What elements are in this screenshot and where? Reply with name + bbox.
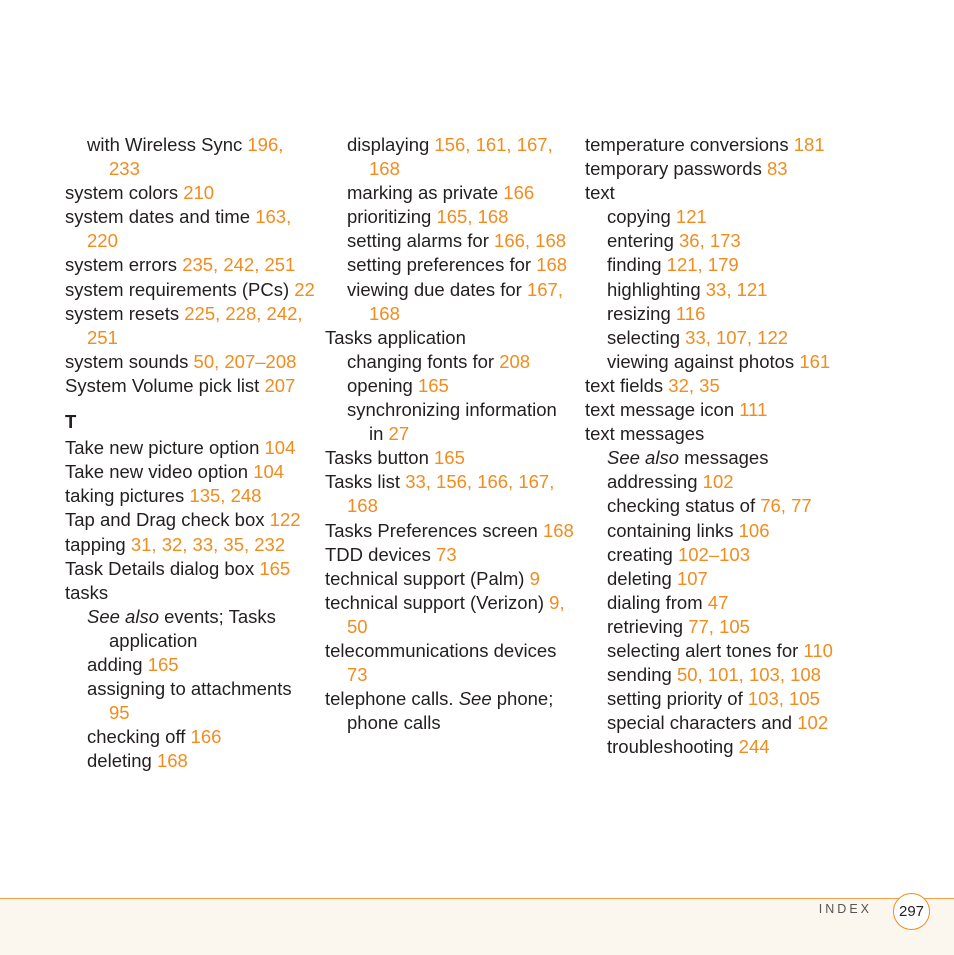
entry-term: telephone calls.	[325, 688, 454, 710]
page-reference-link[interactable]: 33, 156, 166, 167, 168	[347, 471, 555, 517]
entry-term: viewing against photos	[607, 350, 795, 372]
entry-term: events; Tasks application	[109, 605, 276, 651]
index-subentry	[585, 639, 835, 663]
page-reference-link[interactable]: 165	[417, 374, 449, 396]
index-column-1	[65, 133, 315, 773]
entry-term: copying	[607, 206, 671, 228]
entry-term: Tap and Drag check box	[65, 509, 265, 531]
entry-term: deleting	[87, 750, 152, 772]
page-reference-link[interactable]: 122	[269, 509, 301, 531]
page-reference-link[interactable]: 32, 35	[668, 374, 720, 396]
page-number: 297	[893, 893, 930, 930]
page-reference-link[interactable]: 102–103	[677, 543, 750, 565]
page-reference-link[interactable]: 106	[738, 519, 770, 541]
index-subentry	[585, 735, 835, 759]
entry-term: viewing due dates for	[347, 278, 522, 300]
page-reference-link[interactable]: 165, 168	[436, 206, 509, 228]
index-subentry	[325, 229, 575, 253]
index-subentry	[585, 229, 835, 253]
page-reference-link[interactable]: 110	[803, 639, 833, 661]
index-subentry	[325, 398, 575, 446]
entry-term: special characters and	[607, 712, 793, 734]
entry-term: adding	[87, 653, 143, 675]
index-subentry	[585, 519, 835, 543]
page-reference-link[interactable]: 156, 161, 167, 168	[369, 134, 553, 180]
page-reference-link[interactable]: 207	[264, 374, 296, 396]
index-entry	[65, 374, 315, 398]
entry-term: system colors	[65, 182, 179, 204]
entry-term: system dates and time	[65, 206, 251, 228]
index-subentry	[585, 687, 835, 711]
entry-term: temperature conversions	[585, 134, 789, 155]
index-entry	[585, 181, 835, 205]
entry-term: marking as private	[347, 182, 499, 204]
entry-term: changing fonts for	[347, 350, 495, 372]
entry-term: Task Details dialog box	[65, 557, 255, 579]
entry-term: deleting	[607, 567, 672, 589]
page-reference-link[interactable]: 225, 228, 242, 251	[87, 302, 303, 348]
index-entry	[325, 687, 575, 735]
index-entry	[585, 157, 835, 181]
index-entry	[585, 133, 835, 157]
entry-term: with Wireless Sync	[87, 134, 243, 155]
page-reference-link[interactable]: 210	[183, 182, 215, 204]
index-column-3	[585, 133, 835, 759]
entry-term: checking off	[87, 726, 186, 748]
index-subentry	[65, 653, 315, 677]
page-reference-link[interactable]: 83	[766, 158, 788, 180]
entry-term: Tasks button	[325, 447, 429, 469]
index-subentry	[325, 133, 575, 181]
index-subentry	[585, 591, 835, 615]
page-reference-link[interactable]: 73	[347, 664, 368, 686]
entry-term: text fields	[585, 374, 664, 396]
page-reference-link[interactable]: 76, 77	[760, 495, 812, 517]
entry-term: Take new video option	[65, 461, 249, 483]
index-entry	[585, 422, 835, 446]
index-subentry	[585, 470, 835, 494]
index-subentry	[65, 133, 315, 181]
entry-term: setting priority of	[607, 688, 743, 710]
page-reference-link[interactable]: 77, 105	[688, 615, 750, 637]
page-reference-link[interactable]: 9	[529, 567, 540, 589]
index-subentry	[325, 181, 575, 205]
index-subentry	[325, 350, 575, 374]
index-subentry	[585, 350, 835, 374]
entry-term: system requirements (PCs)	[65, 278, 290, 300]
entry-term: selecting alert tones for	[607, 639, 799, 661]
index-subentry	[585, 663, 835, 687]
see-reference-label: See also	[87, 605, 159, 627]
index-subentry	[65, 749, 315, 773]
entry-term: resizing	[607, 302, 671, 324]
entry-term: selecting	[607, 326, 681, 348]
index-subentry	[65, 605, 315, 653]
entry-term: temporary passwords	[585, 158, 762, 180]
entry-term: text messages	[585, 423, 705, 445]
page-reference-link[interactable]: 102	[797, 712, 829, 734]
index-subentry	[585, 253, 835, 277]
page-reference-link[interactable]: 208	[499, 350, 531, 372]
see-target: phone; phone calls	[347, 688, 554, 734]
page-reference-link[interactable]: 244	[738, 736, 770, 758]
entry-term: text message icon	[585, 399, 735, 421]
entry-term: system errors	[65, 254, 178, 276]
page-reference-link[interactable]: 121	[675, 206, 707, 228]
entry-term: troubleshooting	[607, 736, 734, 758]
entry-term: entering	[607, 230, 674, 252]
index-entry	[65, 484, 315, 508]
page-reference-link[interactable]: 33, 107, 122	[685, 326, 789, 348]
page-reference-link[interactable]: 50, 101, 103, 108	[676, 664, 821, 686]
index-subentry	[585, 205, 835, 229]
entry-term: checking status of	[607, 495, 756, 517]
index-subentry	[585, 711, 835, 735]
index-entry	[325, 326, 575, 350]
index-subentry	[585, 302, 835, 326]
page-reference-link[interactable]: 27	[388, 423, 410, 445]
index-entry	[65, 302, 315, 350]
index-entry	[65, 278, 315, 302]
index-subentry	[325, 205, 575, 229]
index-entry	[585, 374, 835, 398]
section-letter: T	[65, 411, 77, 433]
page-reference-link[interactable]: 102	[702, 471, 734, 493]
entry-term: addressing	[607, 471, 698, 493]
index-subentry	[585, 615, 835, 639]
page-reference-link[interactable]: 161	[799, 350, 831, 372]
entry-term: technical support (Palm)	[325, 567, 525, 589]
page-reference-link[interactable]: 166, 168	[494, 230, 567, 252]
entry-term: text	[585, 182, 615, 204]
entry-term: tapping	[65, 533, 126, 555]
page-reference-link[interactable]: 235, 242, 251	[182, 254, 296, 276]
page-reference-link[interactable]: 47	[707, 591, 729, 613]
page-reference-link[interactable]: 135, 248	[189, 485, 262, 507]
entry-term: displaying	[347, 134, 430, 155]
index-entry	[65, 508, 315, 532]
index-subentry	[585, 543, 835, 567]
index-entry	[325, 543, 575, 567]
page-reference-link[interactable]: 107	[676, 567, 708, 589]
page-reference-link[interactable]: 166	[503, 182, 535, 204]
index-entry	[65, 205, 315, 253]
index-subentry	[65, 677, 315, 725]
index-entry	[65, 436, 315, 460]
index-entry	[325, 519, 575, 543]
page-reference-link[interactable]: 104	[253, 461, 285, 483]
entry-term: highlighting	[607, 278, 701, 300]
footer-section-label: INDEX	[818, 902, 872, 916]
index-entry	[65, 181, 315, 205]
page-reference-link[interactable]: 165	[147, 653, 179, 675]
page-reference-link[interactable]: 168	[156, 750, 188, 772]
page-reference-link[interactable]: 9, 50	[347, 591, 565, 637]
entry-term: telecommunications devices	[325, 639, 557, 661]
index-subentry	[585, 567, 835, 591]
index-entry	[325, 591, 575, 639]
page-reference-link[interactable]: 168	[536, 254, 568, 276]
index-entry	[585, 398, 835, 422]
index-entry	[325, 567, 575, 591]
see-reference-label: See also	[607, 447, 679, 469]
page-reference-link[interactable]: 165	[259, 557, 291, 579]
index-entry	[65, 557, 315, 581]
page-reference-link[interactable]: 168	[542, 519, 574, 541]
index-subentry	[585, 326, 835, 350]
entry-term: sending	[607, 664, 672, 686]
entry-term: dialing from	[607, 591, 703, 613]
index-subentry	[325, 278, 575, 326]
index-subentry	[325, 374, 575, 398]
index-entry	[65, 253, 315, 277]
entry-term: tasks	[65, 581, 109, 603]
entry-term: Take new picture option	[65, 437, 260, 459]
entry-term: synchronizing information in	[347, 399, 557, 445]
page-reference-link[interactable]: 166	[190, 726, 222, 748]
entry-term: retrieving	[607, 615, 684, 637]
entry-term: Tasks application	[325, 326, 466, 348]
entry-term: setting preferences for	[347, 254, 532, 276]
entry-term: assigning to attachments	[87, 678, 292, 700]
entry-term: system sounds	[65, 350, 189, 372]
entry-term: prioritizing	[347, 206, 432, 228]
index-entry	[65, 533, 315, 557]
index-subentry	[585, 278, 835, 302]
entry-term: Tasks Preferences screen	[325, 519, 538, 541]
page-footer	[0, 898, 954, 955]
entry-term: opening	[347, 374, 413, 396]
index-entry	[325, 446, 575, 470]
entry-term: setting alarms for	[347, 230, 489, 252]
entry-term: finding	[607, 254, 662, 276]
page-reference-link[interactable]: 50, 207–208	[193, 350, 297, 372]
entry-term: containing links	[607, 519, 734, 541]
page-reference-link[interactable]: 36, 173	[679, 230, 741, 252]
page-reference-link[interactable]: 196, 233	[109, 134, 284, 180]
page-reference-link[interactable]: 73	[436, 543, 457, 565]
entry-term: system resets	[65, 302, 180, 324]
page-reference-link[interactable]: 165	[434, 447, 465, 469]
page-reference-link[interactable]: 33, 121	[705, 278, 768, 300]
index-entry	[65, 460, 315, 484]
entry-term: messages	[679, 447, 769, 469]
see-reference-label: See	[458, 688, 492, 710]
index-column-2	[325, 133, 575, 735]
page-reference-link[interactable]: 95	[109, 702, 130, 724]
page-reference-link[interactable]: 116	[675, 302, 706, 324]
entry-term: technical support (Verizon)	[325, 591, 545, 613]
page-reference-link[interactable]: 167, 168	[369, 278, 563, 324]
entry-term: taking pictures	[65, 485, 185, 507]
entry-term: System Volume pick list	[65, 374, 260, 396]
page-reference-link[interactable]: 121, 179	[666, 254, 739, 276]
page-reference-link[interactable]: 103, 105	[747, 688, 820, 710]
page-reference-link[interactable]: 163, 220	[87, 206, 292, 252]
index-entry	[65, 581, 315, 605]
page-reference-link[interactable]: 104	[264, 437, 296, 459]
index-entry	[325, 639, 575, 687]
entry-term: Tasks list	[325, 471, 401, 493]
index-subentry	[325, 253, 575, 277]
index-entry	[325, 470, 575, 518]
index-entry	[65, 350, 315, 374]
entry-term: TDD devices	[325, 543, 431, 565]
entry-term: creating	[607, 543, 673, 565]
index-subentry	[585, 494, 835, 518]
index-subentry	[585, 446, 835, 470]
page-reference-link[interactable]: 31, 32, 33, 35, 232	[130, 533, 286, 555]
page-reference-link[interactable]: 111	[739, 399, 768, 421]
page-reference-link[interactable]: 181	[793, 134, 825, 155]
index-subentry	[65, 725, 315, 749]
page-reference-link[interactable]: 22	[294, 278, 315, 300]
